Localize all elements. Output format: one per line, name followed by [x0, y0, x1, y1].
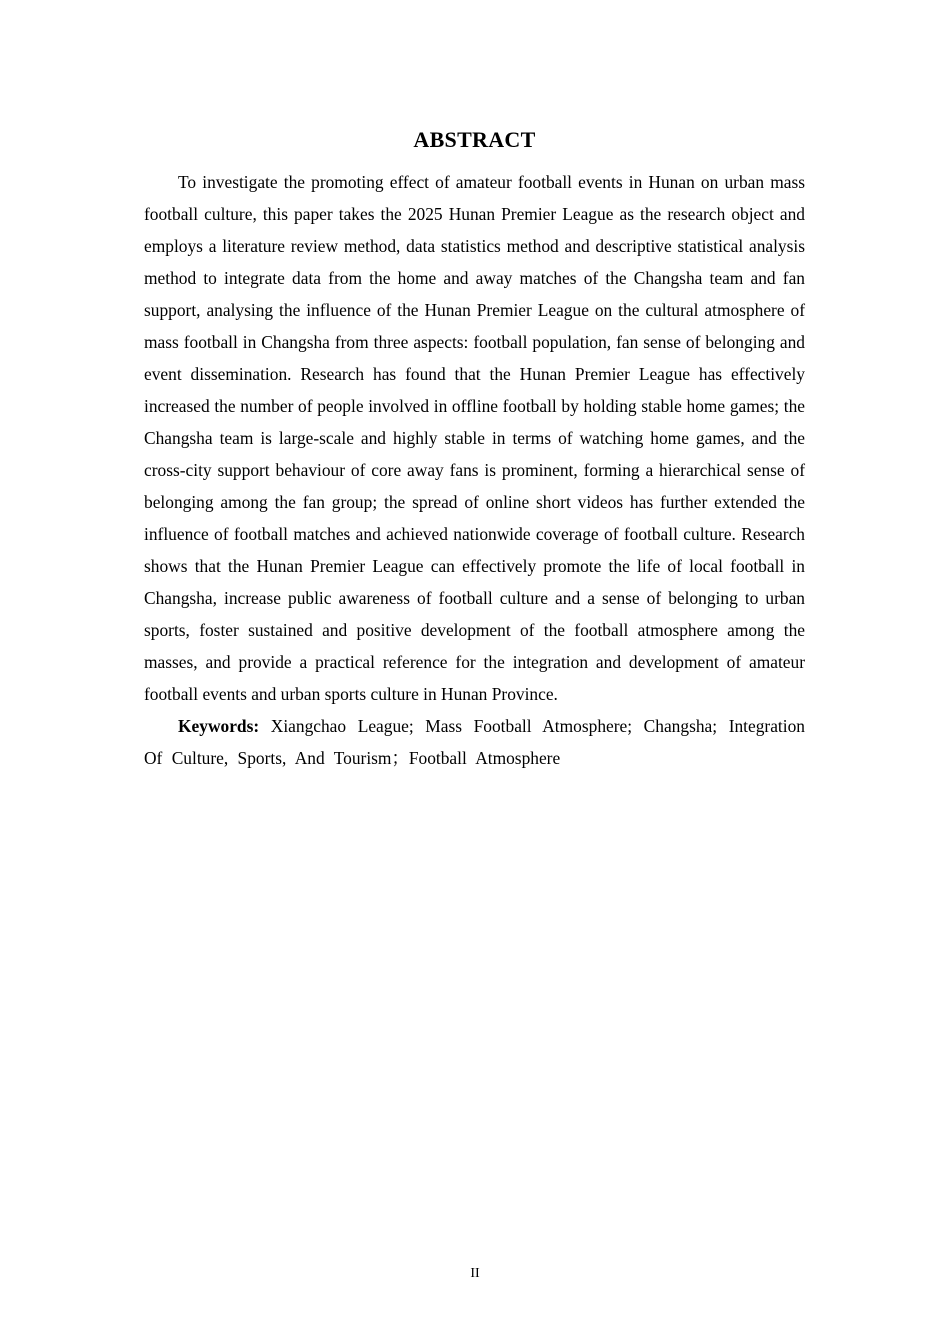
keywords-label: Keywords: [178, 716, 260, 736]
keywords-text: Xiangchao League; Mass Football Atmosphere; Changsha; Integration Of Culture, Sports, And Tourism；Football Atmosphere [144, 716, 805, 768]
abstract-body: To investigate the promoting effect of amateur football events in Hunan on urban mass football culture, this paper takes the 2025 Hunan Premier League as the research object and employs a literature review method, data statistics method and descriptive statistical analysis method to integrate data from the home and away matches of the Changsha team and fan support, analysing the influence of the Hunan Premier League on the cultural atmosphere of mass football in Changsha from three aspects: football population, fan sense of belonging and event dissemination. Research has found that the Hunan Premier League has effectively increased the number of people involved in offline football by holding stable home games; the Changsha team is large-scale and highly stable in terms of watching home games, and the cross-city support behaviour of core away fans is prominent, forming a hierarchical sense of belonging among the fan group; the spread of online short videos has further extended the influence of football matches and achieved nationwide coverage of football culture. Research shows that the Hunan Premier League can effectively promote the life of local football in Changsha, increase public awareness of football culture and a sense of belonging to urban sports, foster sustained and positive development of the football atmosphere among the masses, and provide a practical reference for the integration and development of amateur football events and urban sports culture in Hunan Province. [144, 172, 805, 704]
abstract-title: ABSTRACT [413, 127, 536, 152]
page-number: II [470, 1266, 480, 1281]
abstract-section [144, 124, 805, 774]
keywords-paragraph [144, 710, 805, 774]
